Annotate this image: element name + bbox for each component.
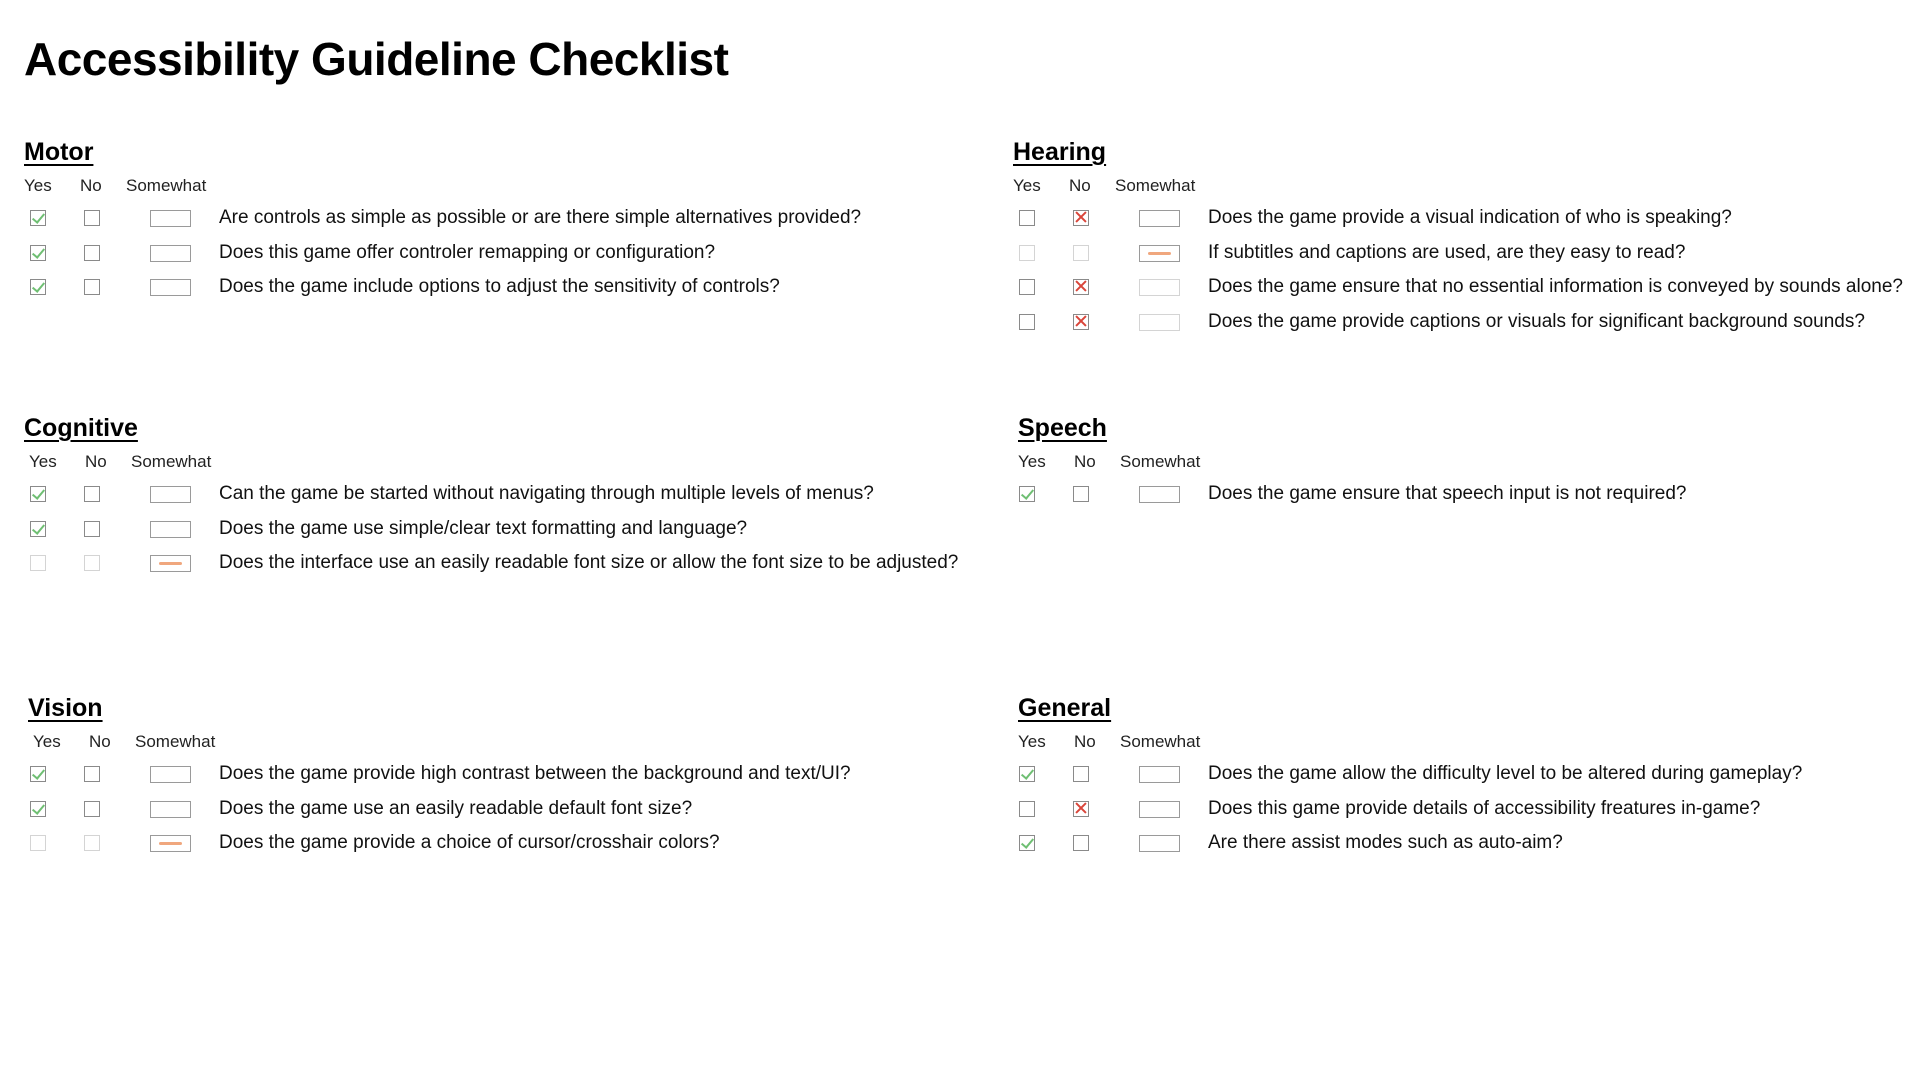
column-somewhat-label: Somewhat <box>131 452 212 471</box>
checklist-rows <box>1013 758 1803 862</box>
page-title: Accessibility Guideline Checklist <box>24 33 729 85</box>
column-no-label: No <box>1069 176 1091 195</box>
section-title-cognitive: Cognitive <box>24 414 138 442</box>
checklist-row <box>24 478 874 513</box>
question-text: Does the game include options to adjust the sensitivity of controls? <box>219 276 780 297</box>
column-headers <box>1013 176 1196 202</box>
checklist-rows <box>1013 202 1903 340</box>
section-title-motor: Motor <box>24 138 94 166</box>
column-yes-label: Yes <box>1013 176 1041 195</box>
somewhat-box[interactable] <box>1139 835 1180 852</box>
checklist-row <box>24 793 693 828</box>
question-text: Are controls as simple as possible or are there simple alternatives provided? <box>219 207 862 228</box>
yes-checkbox[interactable] <box>1019 210 1035 226</box>
somewhat-box[interactable] <box>150 486 191 503</box>
checklist-row <box>1013 306 1865 341</box>
checklist-row <box>1013 758 1803 793</box>
column-somewhat-label: Somewhat <box>1120 732 1201 751</box>
no-checkbox[interactable] <box>84 279 100 295</box>
checklist-row <box>1013 478 1687 513</box>
checklist-rows <box>1013 478 1687 513</box>
section-title-hearing: Hearing <box>1013 138 1107 166</box>
yes-checkbox[interactable] <box>1019 766 1035 782</box>
column-yes-label: Yes <box>29 452 57 471</box>
column-headers <box>33 732 216 758</box>
column-somewhat-label: Somewhat <box>126 176 207 195</box>
no-checkbox[interactable] <box>84 245 100 261</box>
column-no-label: No <box>80 176 102 195</box>
checklist-rows <box>24 758 851 862</box>
section-title-vision: Vision <box>28 694 103 722</box>
checklist-row <box>24 513 748 548</box>
yes-checkbox[interactable] <box>30 210 46 226</box>
no-checkbox[interactable] <box>1073 210 1089 226</box>
somewhat-box[interactable] <box>150 279 191 296</box>
column-headers <box>1018 732 1201 758</box>
yes-checkbox[interactable] <box>1019 245 1035 261</box>
question-text: Does the game ensure that speech input is not required? <box>1208 483 1687 504</box>
question-text: If subtitles and captions are used, are they easy to read? <box>1208 241 1686 263</box>
yes-checkbox[interactable] <box>1019 801 1035 817</box>
somewhat-box[interactable] <box>150 835 191 852</box>
checklist-row <box>1013 827 1563 862</box>
column-no-label: No <box>85 452 107 471</box>
yes-checkbox[interactable] <box>1019 314 1035 330</box>
no-checkbox[interactable] <box>1073 766 1089 782</box>
somewhat-box[interactable] <box>1139 245 1180 262</box>
column-no-label: No <box>1074 452 1096 471</box>
section-title-speech: Speech <box>1018 414 1107 442</box>
section-title-general: General <box>1018 694 1112 722</box>
checklist-row <box>24 271 780 306</box>
column-somewhat-label: Somewhat <box>1115 176 1196 195</box>
question-text: Does the game provide high contrast between the background and text/UI? <box>219 763 851 784</box>
section-cognitive <box>24 412 959 582</box>
checklist-row <box>24 547 959 582</box>
column-no-label: No <box>89 732 111 751</box>
yes-checkbox[interactable] <box>30 555 46 571</box>
column-headers <box>24 176 207 202</box>
checklist-row <box>24 758 851 793</box>
yes-checkbox[interactable] <box>1019 486 1035 502</box>
question-text: Can the game be started without navigating through multiple levels of menus? <box>219 483 874 504</box>
question-text: Does the game provide a visual indication of who is speaking? <box>1208 207 1732 228</box>
yes-checkbox[interactable] <box>30 521 46 537</box>
checklist-row <box>24 237 716 272</box>
column-somewhat-label: Somewhat <box>135 732 216 751</box>
checklist-row <box>24 827 720 862</box>
checklist-row <box>1013 271 1903 306</box>
yes-checkbox[interactable] <box>1019 835 1035 851</box>
section-speech <box>1018 412 1687 513</box>
column-yes-label: Yes <box>1018 732 1046 751</box>
no-checkbox[interactable] <box>84 835 100 851</box>
no-checkbox[interactable] <box>84 555 100 571</box>
checklist-row <box>1013 793 1761 828</box>
yes-checkbox[interactable] <box>1019 279 1035 295</box>
column-headers <box>1018 452 1201 478</box>
no-checkbox[interactable] <box>1073 279 1089 295</box>
column-somewhat-label: Somewhat <box>1120 452 1201 471</box>
column-yes-label: Yes <box>33 732 61 751</box>
column-yes-label: Yes <box>1018 452 1046 471</box>
yes-checkbox[interactable] <box>30 486 46 502</box>
somewhat-box[interactable] <box>1139 314 1180 331</box>
somewhat-box[interactable] <box>150 521 191 538</box>
yes-checkbox[interactable] <box>30 801 46 817</box>
no-checkbox[interactable] <box>1073 835 1089 851</box>
question-text: Does this game offer controler remapping or configuration? <box>219 241 716 263</box>
somewhat-box[interactable] <box>1139 210 1180 227</box>
column-yes-label: Yes <box>24 176 52 195</box>
no-checkbox[interactable] <box>1073 314 1089 330</box>
question-text: Does the game allow the difficulty level to be altered during gameplay? <box>1208 763 1803 784</box>
question-text: Does the interface use an easily readable font size or allow the font size to be adjusted? <box>219 552 959 573</box>
section-vision <box>28 692 851 862</box>
yes-checkbox[interactable] <box>30 835 46 851</box>
no-checkbox[interactable] <box>84 210 100 226</box>
checklist-row <box>1013 237 1686 272</box>
section-hearing <box>1013 136 1903 340</box>
question-text: Does the game provide captions or visuals for significant background sounds? <box>1208 310 1865 332</box>
somewhat-box[interactable] <box>1139 486 1180 503</box>
no-checkbox[interactable] <box>84 486 100 502</box>
checklist-row <box>24 202 862 237</box>
no-checkbox[interactable] <box>84 801 100 817</box>
question-text: Are there assist modes such as auto-aim? <box>1208 832 1563 853</box>
no-checkbox[interactable] <box>1073 245 1089 261</box>
question-text: Does the game provide a choice of cursor/crosshair colors? <box>219 832 720 853</box>
somewhat-box[interactable] <box>150 555 191 572</box>
yes-checkbox[interactable] <box>30 279 46 295</box>
somewhat-box[interactable] <box>1139 766 1180 783</box>
no-checkbox[interactable] <box>84 521 100 537</box>
yes-checkbox[interactable] <box>30 766 46 782</box>
somewhat-box[interactable] <box>1139 279 1180 296</box>
no-checkbox[interactable] <box>1073 801 1089 817</box>
column-no-label: No <box>1074 732 1096 751</box>
column-headers <box>29 452 212 478</box>
yes-checkbox[interactable] <box>30 245 46 261</box>
no-checkbox[interactable] <box>84 766 100 782</box>
question-text: Does the game use simple/clear text formatting and language? <box>219 517 748 539</box>
somewhat-box[interactable] <box>150 210 191 227</box>
somewhat-box[interactable] <box>150 801 191 818</box>
somewhat-box[interactable] <box>150 245 191 262</box>
question-text: Does this game provide details of accessibility freatures in-game? <box>1208 797 1761 819</box>
question-text: Does the game use an easily readable default font size? <box>219 797 693 819</box>
checklist-rows <box>24 478 959 582</box>
checklist-row <box>1013 202 1732 237</box>
checklist-rows <box>24 202 862 306</box>
somewhat-box[interactable] <box>1139 801 1180 818</box>
question-text: Does the game ensure that no essential information is conveyed by sounds alone? <box>1208 276 1903 297</box>
no-checkbox[interactable] <box>1073 486 1089 502</box>
section-general <box>1018 692 1803 862</box>
section-motor <box>24 136 862 306</box>
somewhat-box[interactable] <box>150 766 191 783</box>
